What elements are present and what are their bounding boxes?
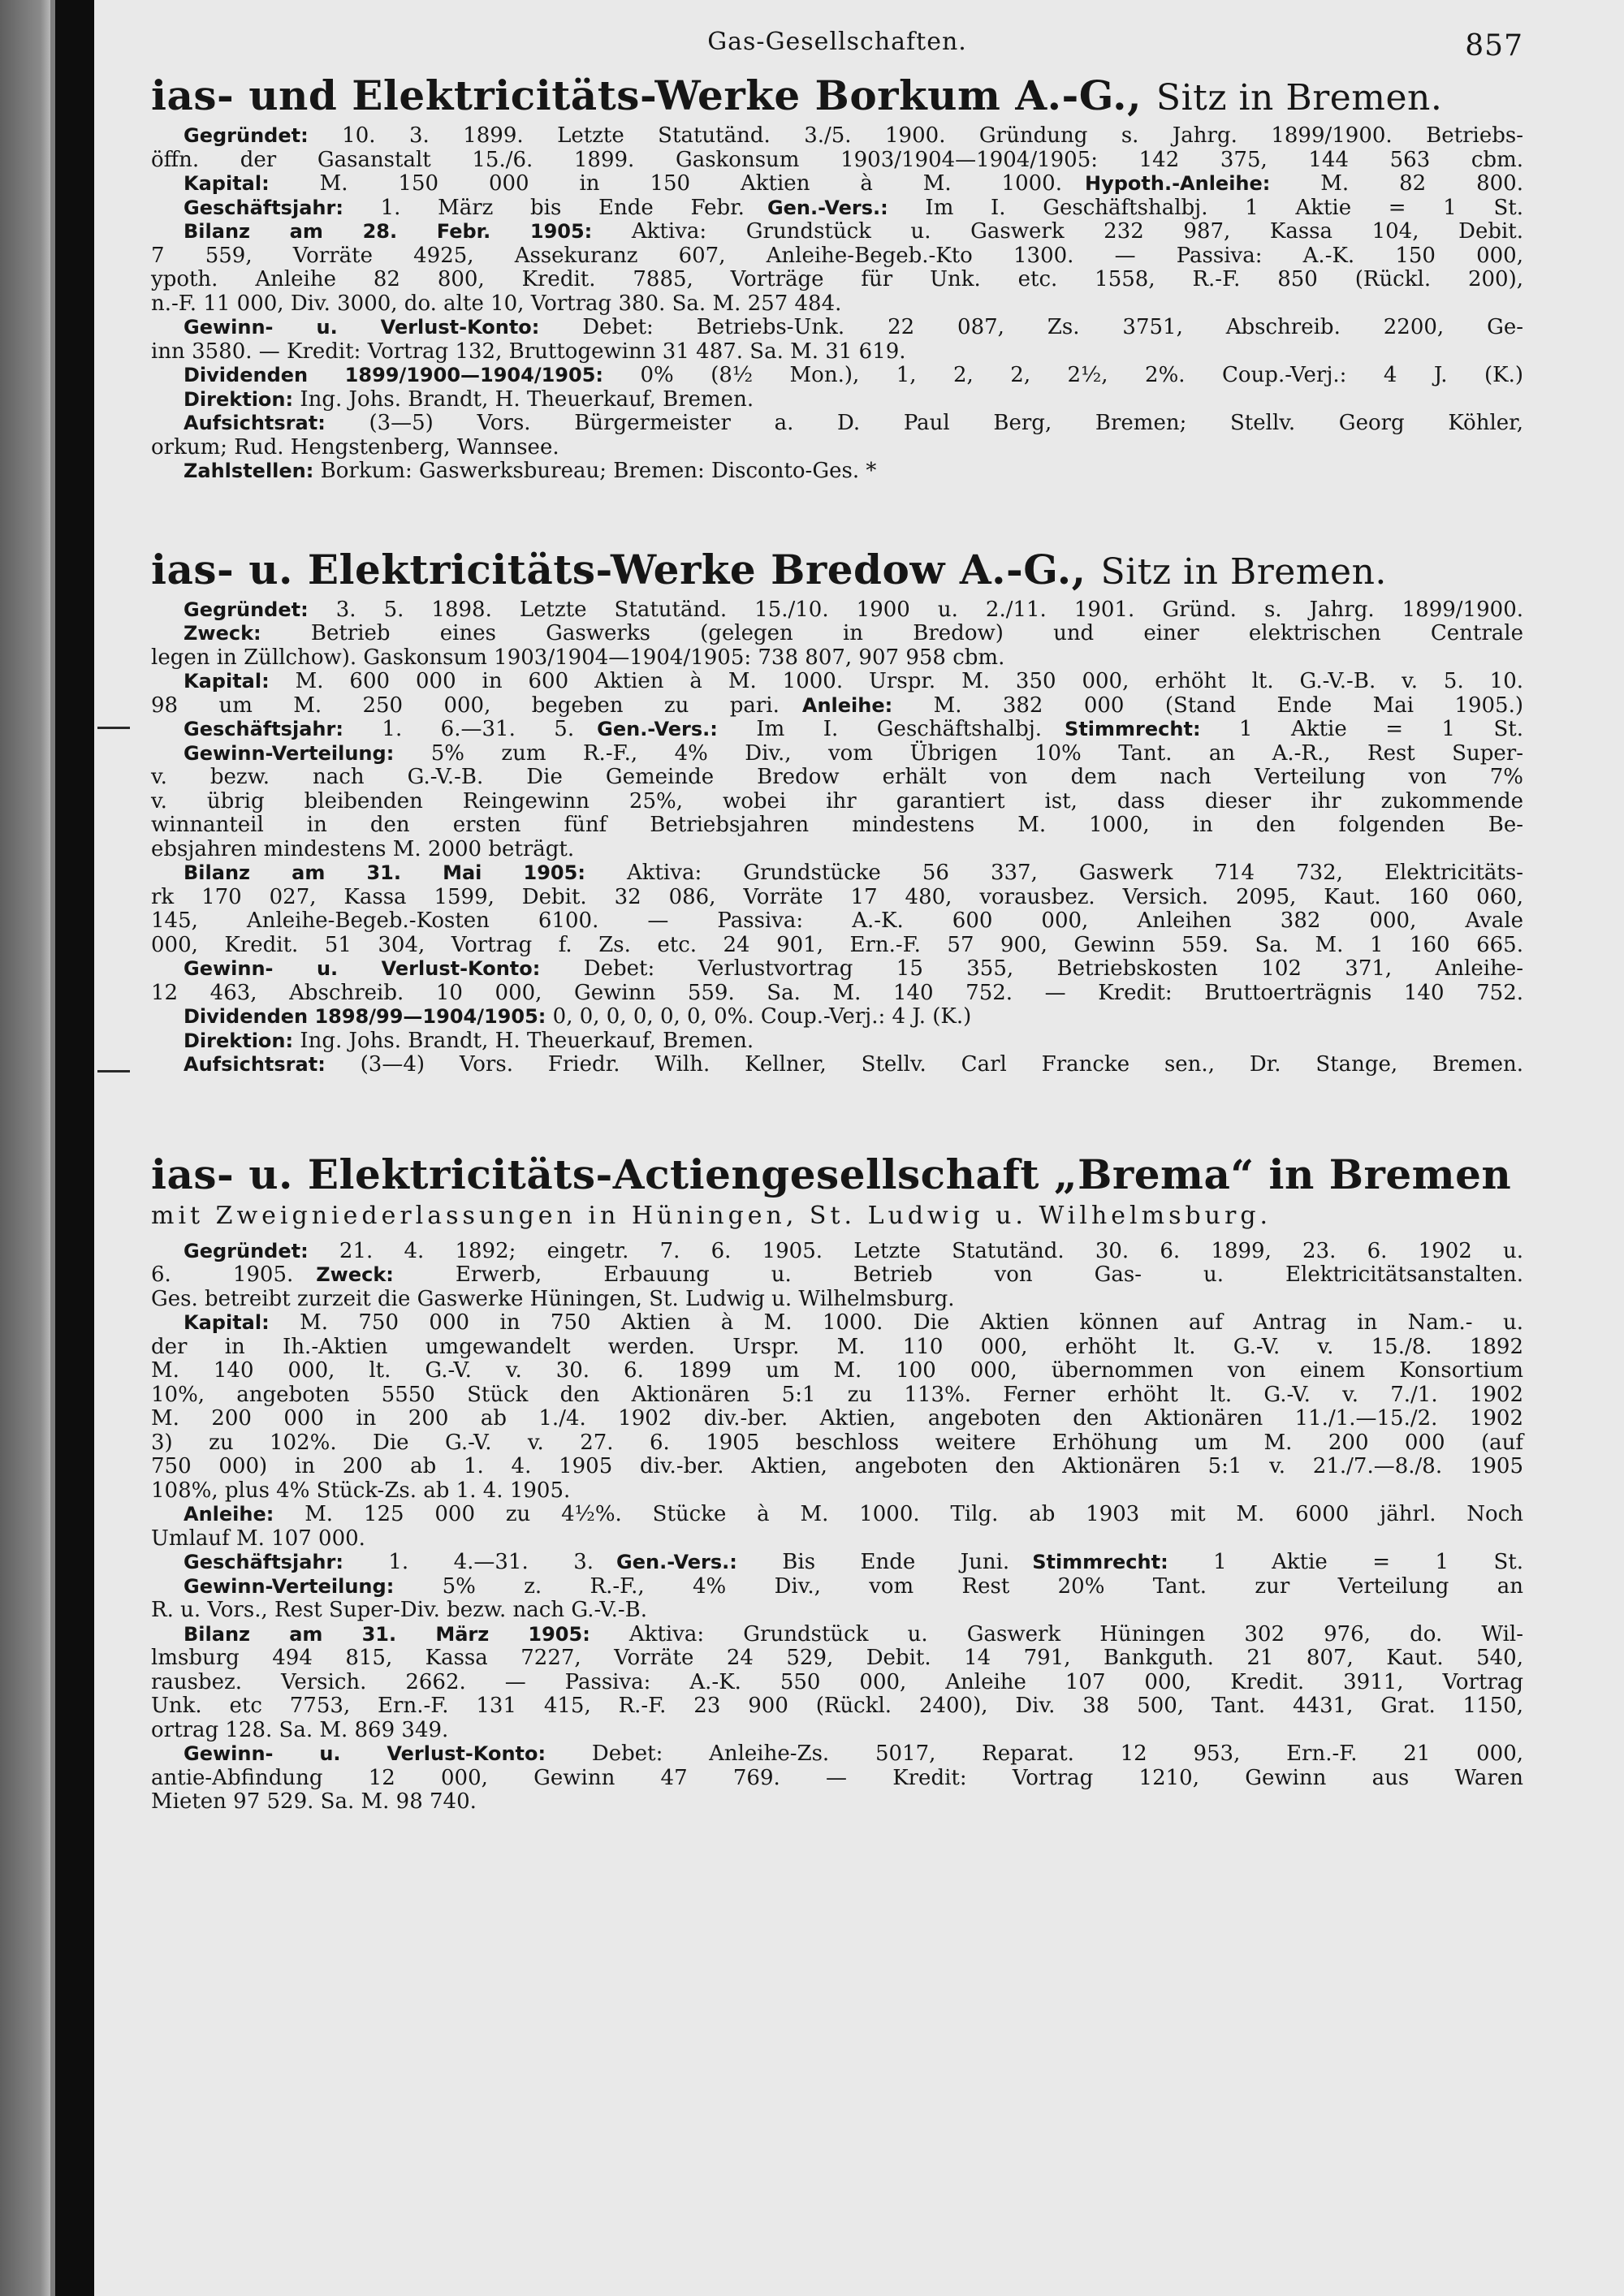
text-line: [151, 1240, 1523, 1264]
field-text: Im I. Geschäftshalbj.: [717, 717, 1043, 741]
field-label: Direktion:: [184, 1029, 294, 1052]
field-label: Anleihe:: [801, 693, 893, 717]
field-label: Aufsichtsrat:: [184, 412, 326, 434]
field-text: winnanteil in den ersten fünf Betriebsjahren mindestens M. 1000, in den folgenden Be-: [151, 813, 1523, 837]
field-label: Kapital:: [184, 172, 270, 195]
text-line: [151, 622, 1523, 646]
field-label: Gen.-Vers.:: [767, 196, 888, 219]
field-text: lmsburg 494 815, Kassa 7227, Vorräte 24 529, Debit. 14 791, Bankguth. 21 807, Kaut. 540,: [151, 1646, 1523, 1670]
text-line: [151, 1288, 1523, 1312]
text-line: [151, 766, 1523, 790]
scan-binding-shadow: [55, 0, 94, 2296]
text-line: [151, 316, 1523, 340]
text-line: [151, 1407, 1523, 1431]
text-line: [151, 1719, 1523, 1743]
text-line: [151, 814, 1523, 838]
text-line: [151, 1694, 1523, 1719]
edge-mark: [97, 1070, 130, 1072]
field-text: Unk. etc 7753, Ern.-F. 131 415, R.-F. 23 900 (Rückl. 2400), Div. 38 500, Tant. 4431, Grat. 1150,: [151, 1694, 1523, 1718]
text-line: [151, 124, 1523, 149]
field-text: M. 382 000 (Stand Ende Mai 1905.): [892, 693, 1523, 718]
text-line: [151, 1455, 1523, 1479]
field-text: Aktiva: Grundstücke 56 337, Gaswerk 714 732, Elektricitäts-: [585, 861, 1523, 885]
field-label: Kapital:: [184, 670, 270, 693]
text-line: [151, 1383, 1523, 1408]
field-text: Debet: Betriebs-Unk. 22 087, Zs. 3751, Abschreib. 2200, Ge-: [539, 315, 1524, 339]
field-label: Gewinn- u. Verlust-Konto:: [184, 316, 540, 339]
field-text: (3—5) Vors. Bürgermeister a. D. Paul Berg, Bremen; Stellv. Georg Köhler,: [325, 411, 1523, 435]
field-text: 0, 0, 0, 0, 0, 0, 0%. Coup.-Verj.: 4 J. (K.): [546, 1004, 972, 1029]
field-label: Zweck:: [184, 622, 261, 645]
field-text: M. 125 000 zu 4½%. Stücke à M. 1000. Tilg. ab 1903 mit M. 6000 jährl. Noch: [274, 1502, 1523, 1526]
field-text: Bis Ende Juni.: [736, 1550, 1010, 1574]
field-text: antie-Abfindung 12 000, Gewinn 47 769. — Kredit: Vortrag 1210, Gewinn aus Waren: [151, 1765, 1523, 1790]
text-line: [151, 790, 1523, 814]
text-line: [151, 670, 1523, 694]
field-text: inn 3580. — Kredit: Vortrag 132, Bruttogewinn 31 487. Sa. M. 31 619.: [151, 339, 906, 364]
field-label: Anleihe:: [184, 1503, 274, 1526]
field-text: M. 150 000 in 150 Aktien à M. 1000.: [269, 171, 1062, 196]
field-text: 1 Aktie = 1 St.: [1200, 717, 1523, 741]
field-label: Geschäftsjahr:: [184, 718, 343, 740]
field-text: 1. März bis Ende Febr.: [343, 195, 745, 220]
field-label: Gewinn-Verteilung:: [184, 741, 395, 765]
field-label: Hypoth.-Anleihe:: [1085, 172, 1271, 195]
text-line: [151, 244, 1523, 269]
text-line: [151, 982, 1523, 1006]
text-line: [151, 364, 1523, 388]
field-label: Zweck:: [316, 1263, 394, 1286]
field-label: Gewinn- u. Verlust-Konto:: [184, 1742, 546, 1765]
text-line: [151, 268, 1523, 292]
text-line: [151, 1742, 1523, 1767]
text-line: [151, 1311, 1523, 1336]
field-label: Kapital:: [184, 1311, 270, 1334]
field-text: 1. 6.—31. 5.: [343, 717, 575, 741]
field-text: M. 200 000 in 200 ab 1./4. 1902 div.-ber. Aktien, angeboten den Aktionären 11./1.—15./2. 1902: [151, 1406, 1523, 1431]
field-text: M. 82 800.: [1270, 171, 1523, 196]
text-line: [151, 1479, 1523, 1504]
text-line: [151, 1551, 1523, 1575]
text-line: [151, 886, 1523, 910]
field-text: 98 um M. 250 000, begeben zu pari.: [151, 693, 780, 718]
field-label: Geschäftsjahr:: [184, 1551, 343, 1573]
field-text: Mieten 97 529. Sa. M. 98 740.: [151, 1789, 477, 1814]
field-label: Stimmrecht:: [1032, 1551, 1168, 1573]
field-text: 3. 5. 1898. Letzte Statutänd. 15./10. 1900 u. 2./11. 1901. Gründ. s. Jahrg. 1899/1900.: [308, 597, 1523, 622]
field-text: orkum; Rud. Hengstenberg, Wannsee.: [151, 434, 559, 460]
field-text: 1. 4.—31. 3.: [343, 1550, 594, 1574]
company-title: ias- und Elektricitäts-Werke Borkum A.-G., Sitz in Bremen.: [151, 71, 1443, 119]
text-line: [151, 1527, 1523, 1552]
field-label: Gewinn- u. Verlust-Konto:: [184, 957, 541, 980]
field-text: 12 463, Abschreib. 10 000, Gewinn 559. Sa. M. 140 752. — Kredit: Bruttoerträgnis 140 752.: [151, 980, 1523, 1005]
text-line: [151, 1053, 1523, 1077]
field-text: Debet: Verlustvortrag 15 355, Betriebskosten 102 371, Anleihe-: [540, 956, 1523, 981]
text-line: [151, 1431, 1523, 1456]
field-text: Umlauf M. 107 000.: [151, 1526, 365, 1551]
field-text: ortrag 128. Sa. M. 869 349.: [151, 1717, 449, 1742]
field-text: 750 000) in 200 ab 1. 4. 1905 div.-ber. Aktien, angeboten den Aktionären 5:1 v. 21./7.—8./8. 1905: [151, 1454, 1523, 1478]
text-line: [151, 149, 1523, 173]
field-label: Geschäftsjahr:: [184, 196, 343, 219]
text-line: [151, 598, 1523, 623]
edge-mark: [97, 727, 130, 729]
text-line: [151, 220, 1523, 244]
field-text: 000, Kredit. 51 304, Vortrag f. Zs. etc. 24 901, Ern.-F. 57 900, Gewinn 559. Sa. M. 1 160 665.: [151, 932, 1523, 957]
field-label: Gen.-Vers.:: [616, 1551, 737, 1573]
field-label: Dividenden 1898/99—1904/1905:: [184, 1005, 546, 1028]
field-label: Bilanz am 31. März 1905:: [184, 1622, 590, 1646]
company-title: ias- u. Elektricitäts-Actiengesellschaft „Brema“ in Bremen: [151, 1150, 1512, 1198]
text-line: [151, 1359, 1523, 1383]
field-text: M. 600 000 in 600 Aktien à M. 1000. Urspr. M. 350 000, erhöht lt. G.-V.-B. v. 5. 10.: [269, 669, 1523, 693]
text-line: [151, 172, 1523, 196]
field-text: R. u. Vors., Rest Super-Div. bezw. nach G.-V.-B.: [151, 1598, 647, 1622]
text-line: [151, 838, 1523, 862]
text-line: [151, 1767, 1523, 1791]
field-text: 6. 1905.: [151, 1262, 294, 1287]
field-text: 5% zum R.-F., 4% Div., vom Übrigen 10% Tant. an A.-R., Rest Super-: [394, 740, 1523, 766]
scan-left-margin: [0, 0, 50, 2296]
text-line: [151, 718, 1523, 742]
text-line: [151, 1790, 1523, 1815]
field-text: ebsjahren mindestens M. 2000 beträgt.: [151, 836, 575, 861]
text-line: [151, 1575, 1523, 1599]
text-line: [151, 742, 1523, 766]
text-line: [151, 934, 1523, 958]
field-text: Ing. Johs. Brandt, H. Theuerkauf, Bremen.: [293, 1028, 754, 1053]
field-text: 0% (8½ Mon.), 1, 2, 2, 2½, 2%. Coup.-Verj.: 4 J. (K.): [603, 363, 1524, 387]
field-text: Im I. Geschäftshalbj. 1 Aktie = 1 St.: [888, 195, 1524, 220]
text-line: [151, 196, 1523, 221]
entry-body: [151, 1240, 1523, 1815]
field-text: v. übrig bleibenden Reingewinn 25%, wobei ihr garantiert ist, dass dieser ihr zukommende: [151, 788, 1523, 814]
text-line: [151, 1029, 1523, 1054]
field-text: Debet: Anleihe-Zs. 5017, Reparat. 12 953, Ern.-F. 21 000,: [546, 1741, 1524, 1766]
field-text: 108%, plus 4% Stück-Zs. ab 1. 4. 1905.: [151, 1478, 571, 1503]
field-text: Aktiva: Grundstück u. Gaswerk Hüningen 302 976, do. Wil-: [590, 1621, 1524, 1646]
field-text: Ing. Johs. Brandt, H. Theuerkauf, Bremen.: [293, 386, 754, 412]
field-text: n.-F. 11 000, Div. 3000, do. alte 10, Vortrag 380. Sa. M. 257 484.: [151, 291, 842, 316]
field-label: Gen.-Vers.:: [597, 718, 718, 740]
text-line: [151, 694, 1523, 719]
text-line: [151, 1623, 1523, 1647]
text-line: [151, 1599, 1523, 1623]
field-label: Bilanz am 31. Mai 1905:: [184, 861, 585, 884]
field-text: Aktiva: Grundstück u. Gaswerk 232 987, Kassa 104, Debit.: [592, 219, 1523, 244]
page-number: 857: [1465, 29, 1523, 63]
text-line: [151, 460, 1523, 484]
field-label: Aufsichtsrat:: [184, 1053, 326, 1076]
field-text: der in Ih.-Aktien umgewandelt werden. Urspr. M. 110 000, erhöht lt. G.-V. v. 15./8. 1892: [151, 1334, 1523, 1359]
document-page: [94, 0, 1624, 2296]
text-line: [151, 412, 1523, 436]
field-label: Direktion:: [184, 387, 294, 411]
entry-body: [151, 598, 1523, 1077]
field-text: Ges. betreibt zurzeit die Gaswerke Hüningen, St. Ludwig u. Wilhelmsburg.: [151, 1286, 955, 1311]
field-label: Gegründet:: [184, 598, 309, 621]
field-text: v. bezw. nach G.-V.-B. Die Gemeinde Bredow erhält von dem nach Verteilung von 7%: [151, 765, 1523, 789]
field-text: rausbez. Versich. 2662. — Passiva: A.-K. 550 000, Anleihe 107 000, Kredit. 3911, Vortrag: [151, 1669, 1523, 1694]
text-line: [151, 957, 1523, 982]
company-subtitle: mit Zweigniederlassungen in Hüningen, St. Ludwig u. Wilhelmsburg.: [151, 1201, 1272, 1230]
field-text: 10%, angeboten 5550 Stück den Aktionären 5:1 zu 113%. Ferner erhöht lt. G.-V. v. 7./1. 1902: [151, 1382, 1523, 1407]
field-text: M. 750 000 in 750 Aktien à M. 1000. Die Aktien können auf Antrag in Nam.- u.: [269, 1310, 1523, 1335]
text-line: [151, 1503, 1523, 1527]
text-line: [151, 1005, 1523, 1029]
text-line: [151, 909, 1523, 934]
company-section-bredow: [151, 544, 1523, 1077]
field-text: 21. 4. 1892; eingetr. 7. 6. 1905. Letzte Statutänd. 30. 6. 1899, 23. 6. 1902 u.: [308, 1238, 1523, 1263]
field-text: Borkum: Gaswerksbureau; Bremen: Disconto-Ges. *: [313, 459, 877, 483]
field-text: Erwerb, Erbauung u. Betrieb von Gas- u. Elektricitätsanstalten.: [393, 1262, 1523, 1287]
field-label: Bilanz am 28. Febr. 1905:: [184, 220, 593, 243]
running-header: [151, 23, 1523, 63]
field-text: legen in Züllchow). Gaskonsum 1903/1904—1904/1905: 738 807, 907 958 cbm.: [151, 645, 1005, 670]
text-line: [151, 646, 1523, 671]
field-text: rk 170 027, Kassa 1599, Debit. 32 086, Vorräte 17 480, vorausbez. Versich. 2095, Kaut. 160 060,: [151, 884, 1523, 909]
text-line: [151, 1336, 1523, 1360]
field-label: Gegründet:: [184, 124, 309, 147]
field-text: ypoth. Anleihe 82 800, Kredit. 7885, Vorträge für Unk. etc. 1558, R.-F. 850 (Rückl. 200),: [151, 267, 1523, 291]
entry-body: [151, 124, 1523, 484]
running-title: Gas-Gesellschaften.: [707, 28, 967, 56]
company-title: ias- u. Elektricitäts-Werke Bredow A.-G., Sitz in Bremen.: [151, 545, 1387, 593]
field-text: 5% z. R.-F., 4% Div., vom Rest 20% Tant. zur Verteilung an: [394, 1573, 1523, 1599]
company-section-brema: [151, 1149, 1523, 1815]
text-line: [151, 1263, 1523, 1288]
field-text: 1 Aktie = 1 St.: [1168, 1550, 1524, 1574]
field-label: Dividenden 1899/1900—1904/1905:: [184, 364, 603, 386]
text-line: [151, 340, 1523, 365]
text-line: [151, 436, 1523, 460]
page-content: [151, 23, 1523, 1815]
text-line: [151, 292, 1523, 317]
field-label: Gegründet:: [184, 1239, 309, 1262]
text-line: [151, 861, 1523, 886]
field-text: 145, Anleihe-Begeb.-Kosten 6100. — Passiva: A.-K. 600 000, Anleihen 382 000, Avale: [151, 908, 1523, 933]
field-text: 3) zu 102%. Die G.-V. v. 27. 6. 1905 beschloss weitere Erhöhung um M. 200 000 (auf: [151, 1430, 1523, 1455]
field-text: öffn. der Gasanstalt 15./6. 1899. Gaskonsum 1903/1904—1904/1905: 142 375, 144 563 cbm.: [151, 147, 1523, 172]
field-text: Betrieb eines Gaswerks (gelegen in Bredow) und einer elektrischen Centrale: [261, 621, 1523, 645]
field-label: Gewinn-Verteilung:: [184, 1574, 395, 1598]
field-text: 7 559, Vorräte 4925, Assekuranz 607, Anleihe-Begeb.-Kto 1300. — Passiva: A.-K. 150 000,: [151, 243, 1523, 268]
text-line: [151, 388, 1523, 412]
company-section-borkum: [151, 70, 1523, 484]
field-label: Zahlstellen:: [184, 460, 314, 482]
field-text: 10. 3. 1899. Letzte Statutänd. 3./5. 1900. Gründung s. Jahrg. 1899/1900. Betriebs-: [308, 123, 1523, 148]
field-text: (3—4) Vors. Friedr. Wilh. Kellner, Stellv. Carl Francke sen., Dr. Stange, Bremen.: [325, 1052, 1523, 1077]
text-line: [151, 1671, 1523, 1695]
text-line: [151, 1646, 1523, 1671]
field-text: M. 140 000, lt. G.-V. v. 30. 6. 1899 um M. 100 000, übernommen von einem Konsortium: [151, 1358, 1523, 1383]
field-label: Stimmrecht:: [1065, 718, 1201, 740]
